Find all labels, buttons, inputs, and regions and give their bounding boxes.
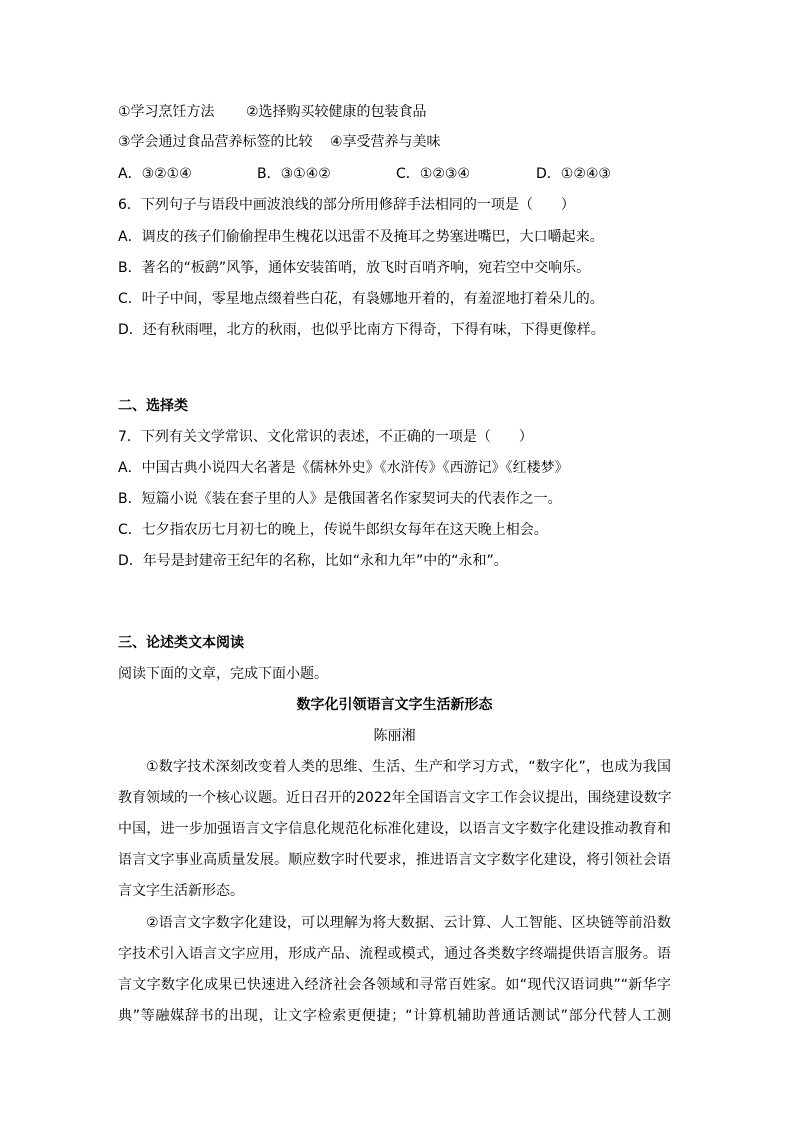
section3-heading: 三、论述类文本阅读 bbox=[118, 635, 244, 651]
q5-option-b: B．③①④② bbox=[257, 166, 331, 182]
q5-option-c: C．①②③④ bbox=[396, 166, 470, 182]
article-author: 陈丽湘 bbox=[373, 728, 416, 744]
paragraph-line: 言文字生活新形态。 bbox=[118, 883, 244, 899]
paragraph-line: 中国，进一步加强语言文字信息化规范化标准化建设，以语言文字数字化建设推动教育和 bbox=[118, 821, 671, 837]
q5-item: ③学会通过食品营养标签的比较 bbox=[118, 134, 313, 150]
section3-instruction: 阅读下面的文章，完成下面小题。 bbox=[118, 666, 328, 682]
paragraph-line: 教育领域的一个核心议题。近日召开的2022年全国语言文字工作会议提出，围绕建设数字 bbox=[118, 790, 672, 806]
paragraph-line: 典”等融媒辞书的出现，让文字检索更便捷；“计算机辅助普通话测试”部分代替人工测 bbox=[118, 1008, 671, 1024]
q7-option-b: B．短篇小说《装在套子里的人》是俄国著名作家契诃夫的代表作之一。 bbox=[118, 491, 562, 507]
q5-option-a: A．③②①④ bbox=[118, 166, 192, 182]
paragraph-line: 语言文字事业高质量发展。顺应数字时代要求，推进语言文字数字化建设，将引领社会语 bbox=[118, 852, 671, 868]
q7-option-a: A．中国古典小说四大名著是《儒林外史》《水浒传》《西游记》《红楼梦》 bbox=[118, 460, 569, 476]
q6-stem: 6．下列句子与语段中画波浪线的部分所用修辞手法相同的一项是（ ） bbox=[118, 197, 575, 213]
q5-item: ②选择购买较健康的包装食品 bbox=[246, 104, 427, 120]
paragraph-line: ①数字技术深刻改变着人类的思维、生活、生产和学习方式，“数字化”，也成为我国 bbox=[146, 759, 671, 775]
q6-option-b: B．著名的“板鹞”风筝，通体安装笛哨，放飞时百哨齐响，宛若空中交响乐。 bbox=[118, 260, 591, 276]
q6-option-c: C．叶子中间，零星地点缀着些白花，有袅娜地开着的，有羞涩地打着朵儿的。 bbox=[118, 291, 604, 307]
q6-option-a: A．调皮的孩子们偷偷捏串生槐花以迅雷不及掩耳之势塞进嘴巴，大口嚼起来。 bbox=[118, 229, 604, 245]
q7-option-d: D．年号是封建帝王纪年的名称，比如“永和九年”中的“永和”。 bbox=[118, 553, 508, 569]
q7-stem: 7．下列有关文学常识、文化常识的表述，不正确的一项是（ ） bbox=[118, 429, 533, 445]
article-title: 数字化引领语言文字生活新形态 bbox=[296, 697, 493, 713]
paragraph-line: 言文字数字化成果已快速进入经济社会各领域和寻常百姓家。如“现代汉语词典”“新华字 bbox=[118, 977, 671, 993]
q5-item: ④享受营养与美味 bbox=[330, 134, 441, 150]
q5-option-d: D．①②④③ bbox=[536, 166, 611, 182]
paragraph-line: 字技术引入语言文字应用，形成产品、流程或模式，通过各类数字终端提供语言服务。语 bbox=[118, 946, 671, 962]
section2-heading: 二、选择类 bbox=[118, 398, 188, 414]
paragraph-line: ②语言文字数字化建设，可以理解为将大数据、云计算、人工智能、区块链等前沿数 bbox=[146, 915, 671, 931]
q6-option-d: D．还有秋雨哩，北方的秋雨，也似乎比南方下得奇，下得有味，下得更像样。 bbox=[118, 322, 605, 338]
q7-option-c: C．七夕指农历七月初七的晚上，传说牛郎织女每年在这天晚上相会。 bbox=[118, 522, 548, 538]
q5-item: ①学习烹饪方法 bbox=[118, 104, 215, 120]
